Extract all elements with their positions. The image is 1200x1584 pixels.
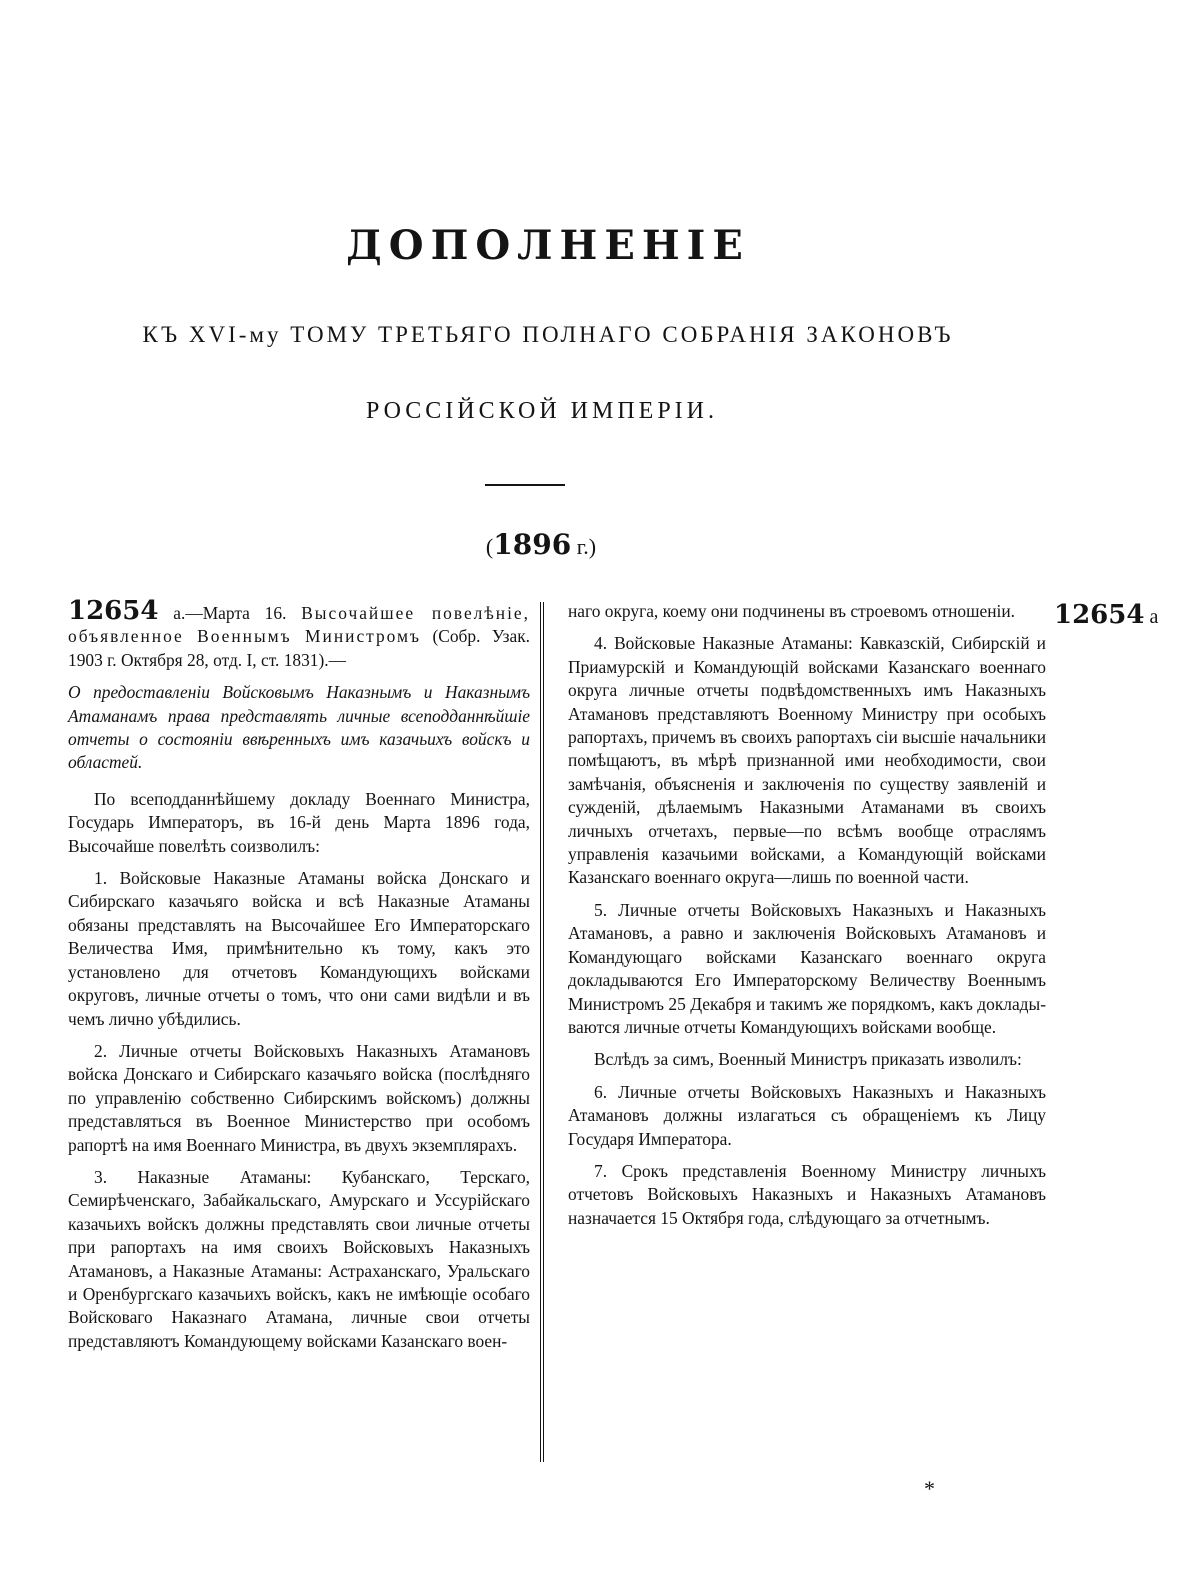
paragraph-4: 4. Войсковые Наказные Атаманы: Кавказскій, Сибирскій и Приамурскій и Командующій войсками Казанскаго военнаго округа личные отчеты подвѣдомственныхъ имъ Наказныхъ Атамановъ представляютъ Военному Министру при особыхъ рапортахъ, причемъ въ своихъ рапортахъ сіи высшіе начальники помѣщаютъ, въ мѣрѣ признанной ими необходимости, свои замѣчанія, объясненія и заключенія по существу заявленій и сужденій, дѣлаемымъ Наказными Атаманами въ своихъ личныхъ отчетахъ, первые—по всѣмъ вообще отраслямъ управленія казачьими войсками, а Командующій войсками Казанскаго военнаго округа—лишь по военной части. xyxy=(568,633,1046,888)
page-subtitle: КЪ XVI-му ТОМУ ТРЕТЬЯГО ПОЛНАГО СОБРАНІЯ ЗАКОНОВЪ xyxy=(142,322,954,347)
right-column xyxy=(568,600,1046,1239)
entry-date: а.—Марта 16. xyxy=(158,603,302,623)
year-heading xyxy=(0,528,1082,561)
minister-order: Вслѣдъ за симъ, Военный Министръ приказать изволилъ: xyxy=(594,1049,1022,1070)
page-subtitle-empire: РОССІЙСКОЙ ИМПЕРІИ. xyxy=(365,398,719,424)
intro-paragraph: По всеподданнѣйшему докладу Военнаго Министра, Государь Императоръ, въ 16-й день Марта 1896 года, Высочайше повелѣть соизволилъ: xyxy=(68,788,530,856)
column-divider xyxy=(540,602,544,1462)
entry-summary: О предоставленіи Войсковымъ Наказнымъ и Наказнымъ Атаманамъ права представлять личные всеподданнѣйшіе отчеты о состояніи ввѣренныхъ имъ казачьихъ войскъ и областей. xyxy=(68,682,530,773)
year-number: 1896 xyxy=(493,528,572,561)
year-open: ( xyxy=(485,534,494,559)
margin-entry-number xyxy=(1054,600,1158,630)
entry-number: 12654 xyxy=(68,596,159,626)
paragraph-2: 2. Личные отчеты Войсковыхъ Наказныхъ Атамановъ войска Донскаго и Сибирскаго казачьяго войска (послѣдняго по управленію собственно Сибирскимъ войскомъ) должны представляться въ Военное Министерство при особомъ рапортѣ на имя Военнаго Министра, въ двухъ экземплярахъ. xyxy=(68,1040,530,1155)
paragraph-7: 7. Срокъ представленія Военному Министру личныхъ отчетовъ Войсковыхъ Наказныхъ и Наказныхъ Атамановъ назначается 15 Октября года, слѣдующаго за отчетнымъ. xyxy=(568,1160,1046,1228)
paragraph-1: 1. Войсковые Наказные Атаманы войска Донскаго и Сибирскаго казачьяго войска и всѣ Наказные Атаманы обязаны представлять на Высочайшее Его Императорскаго Величества Имя, примѣнительно къ тому, какъ это установлено для отчетовъ Командующихъ войсками округовъ, личные отчеты о томъ, что они сами видѣли и въ чемъ лично убѣдились. xyxy=(68,868,530,1029)
paragraph-6: 6. Личные отчеты Войсковыхъ Наказныхъ и Наказныхъ Атамановъ должны излагаться съ обращеніемъ къ Лицу Государя Императора. xyxy=(568,1081,1046,1149)
title-rule xyxy=(485,484,565,486)
entry-header xyxy=(68,596,530,672)
margin-number: 12654 xyxy=(1054,600,1145,630)
asterisk-mark: * xyxy=(924,1476,935,1501)
paragraph-3-continued: наго округа, коему они подчинены въ строевомъ отношеніи. xyxy=(568,601,1016,621)
page-title: ДОПОЛНЕНІЕ xyxy=(346,222,750,269)
paragraph-5: 5. Личные отчеты Войсковыхъ Наказныхъ и Наказныхъ Атамановъ, а равно и заключенія Войсковыхъ Атамановъ и Командующаго войсками Казанскаго военнаго округа докладываются Его Императорскому Величеству Военнымъ Министромъ 25 Декабря и такимъ же порядкомъ, какъ доклады-ваются личные отчеты Командующихъ войсками вообще. xyxy=(568,899,1046,1037)
margin-suffix: а xyxy=(1144,606,1159,628)
entry-source: (Собр. Узак. 1903 г. Октября 28, отд. I, ст. 1831).— xyxy=(68,626,530,670)
entry-act-type: Высочайшее повелѣніе, объявленное Военнымъ Министромъ xyxy=(68,603,530,647)
paragraph-3: 3. Наказные Атаманы: Кубанскаго, Терскаго, Семирѣченскаго, Забайкальскаго, Амурскаго и Уссурійскаго казачьихъ войскъ должны представлять свои личные отчеты при рапортахъ на имя своихъ Войсковыхъ Наказныхъ Атамановъ, а Наказные Атаманы: Астраханскаго, Уральскаго и Оренбургскаго казачьихъ войскъ, какъ не имѣющіе особаго Войсковаго Наказнаго Атамана, личные свои отчеты представляютъ Командующему войсками Казанскаго воен- xyxy=(68,1166,530,1351)
year-suffix: г.) xyxy=(571,534,597,559)
left-column xyxy=(68,596,530,1362)
